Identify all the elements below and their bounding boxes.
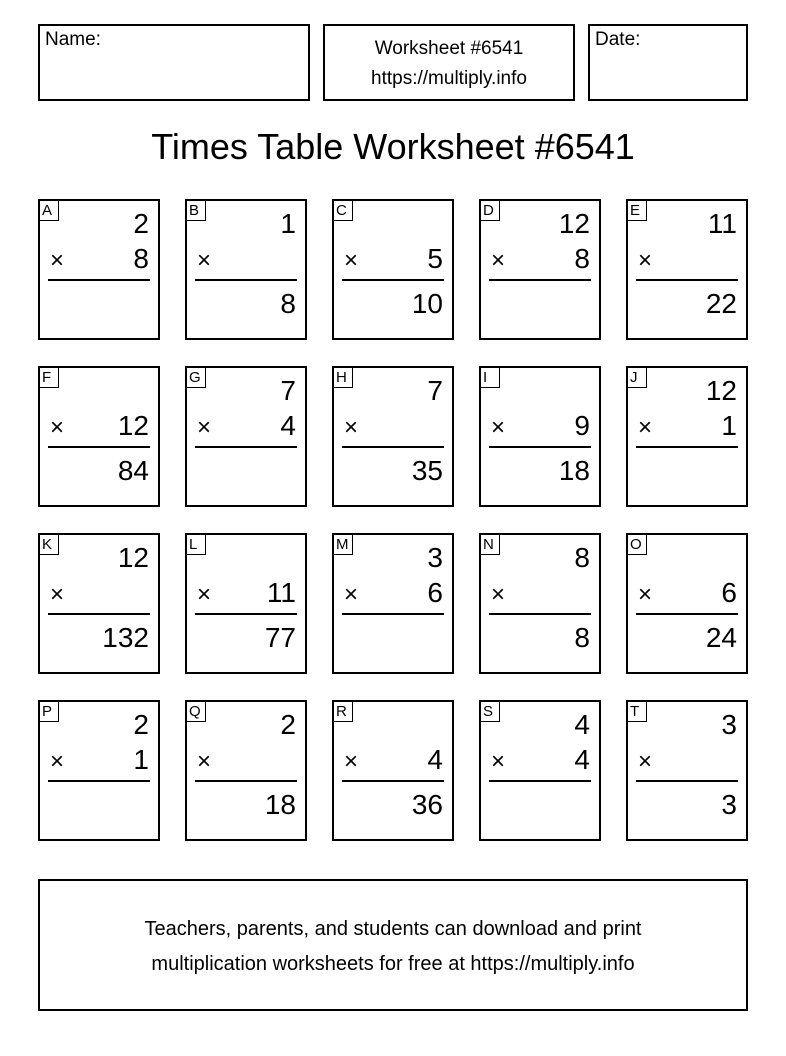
top-factor: 12 [117,542,149,573]
answer-value: 35 [411,455,443,486]
problem-label: J [628,368,647,388]
bottom-factor: 11 [266,577,296,608]
answer-value: 18 [558,455,590,486]
problem-d [479,199,601,340]
answer-value: 18 [264,789,296,820]
answer-line [342,279,444,281]
times-sign: × [197,247,212,274]
top-factor: 8 [574,542,590,573]
site-url: https://multiply.info [371,68,527,89]
problem-label: B [187,201,206,221]
bottom-factor: 8 [133,243,149,274]
problem-c [332,199,454,340]
bottom-factor: 4 [280,410,296,441]
problem-label: R [334,702,353,722]
times-sign: × [50,581,65,608]
times-sign: × [344,581,359,608]
bottom-factor: 4 [574,744,590,775]
times-sign: × [344,414,359,441]
problem-label: O [628,535,647,555]
worksheet-id: Worksheet #6541 [374,38,524,59]
problem-r [332,700,454,841]
times-sign: × [491,581,506,608]
problem-label: S [481,702,500,722]
answer-line [195,613,297,615]
answer-value: 22 [705,288,737,319]
problem-f [38,366,160,507]
answer-value: 3 [721,789,737,820]
top-factor: 12 [558,208,590,239]
answer-line [342,613,444,615]
times-sign: × [50,247,65,274]
answer-line [489,613,591,615]
answer-line [342,780,444,782]
answer-line [636,613,738,615]
problem-label: Q [187,702,206,722]
problem-label: G [187,368,206,388]
page-title: Times Table Worksheet #6541 [151,126,635,167]
times-sign: × [638,247,653,274]
times-sign: × [638,581,653,608]
problem-label: M [334,535,353,555]
times-sign: × [491,414,506,441]
answer-value: 10 [411,288,443,319]
problem-q [185,700,307,841]
answer-value: 24 [705,622,737,653]
problem-label: I [481,368,500,388]
problem-i [479,366,601,507]
answer-value: 36 [411,789,443,820]
times-sign: × [491,247,506,274]
bottom-factor: 4 [427,744,443,775]
bottom-factor: 8 [574,243,590,274]
problem-label: P [40,702,59,722]
answer-value: 84 [117,455,149,486]
problem-label: D [481,201,500,221]
answer-line [195,446,297,448]
bottom-factor: 9 [574,410,590,441]
times-sign: × [638,748,653,775]
problem-n [479,533,601,674]
bottom-factor: 6 [427,577,443,608]
top-factor: 7 [280,375,296,406]
times-sign: × [197,581,212,608]
answer-line [48,613,150,615]
bottom-factor: 6 [721,577,737,608]
answer-line [636,446,738,448]
answer-value: 8 [574,622,590,653]
times-sign: × [50,748,65,775]
footer-line-1: Teachers, parents, and students can download and print [144,918,642,940]
top-factor: 2 [133,208,149,239]
answer-line [489,279,591,281]
answer-line [489,446,591,448]
date-label: Date: [595,29,641,50]
times-sign: × [50,414,65,441]
footer-box [38,879,748,1011]
top-factor: 12 [705,375,737,406]
name-label: Name: [45,29,101,50]
answer-line [489,780,591,782]
answer-value: 77 [264,622,296,653]
problem-label: A [40,201,59,221]
problem-o [626,533,748,674]
bottom-factor: 1 [721,410,737,441]
problem-label: T [628,702,647,722]
top-factor: 2 [133,709,149,740]
top-factor: 3 [427,542,443,573]
answer-line [195,279,297,281]
problem-l [185,533,307,674]
answer-line [48,780,150,782]
problem-label: H [334,368,353,388]
problem-e [626,199,748,340]
problem-label: F [40,368,59,388]
problem-j [626,366,748,507]
top-factor: 4 [574,709,590,740]
times-sign: × [344,748,359,775]
answer-line [636,279,738,281]
times-sign: × [491,748,506,775]
answer-line [636,780,738,782]
problem-h [332,366,454,507]
footer-line-2: multiplication worksheets for free at https://multiply.info [151,953,635,975]
problem-b [185,199,307,340]
top-factor: 3 [721,709,737,740]
problem-p [38,700,160,841]
problem-label: K [40,535,59,555]
problem-label: L [187,535,206,555]
answer-line [48,279,150,281]
problem-label: C [334,201,353,221]
problem-label: E [628,201,647,221]
times-sign: × [344,247,359,274]
top-factor: 7 [427,375,443,406]
answer-line [48,446,150,448]
answer-line [195,780,297,782]
bottom-factor: 1 [133,744,149,775]
top-factor: 1 [280,208,296,239]
problem-m [332,533,454,674]
problem-k [38,533,160,674]
bottom-factor: 5 [427,243,443,274]
times-sign: × [197,748,212,775]
top-factor: 11 [707,208,737,239]
problem-label: N [481,535,500,555]
times-sign: × [197,414,212,441]
answer-value: 8 [280,288,296,319]
problem-a [38,199,160,340]
problem-s [479,700,601,841]
bottom-factor: 12 [117,410,149,441]
problem-g [185,366,307,507]
answer-line [342,446,444,448]
times-sign: × [638,414,653,441]
answer-value: 132 [102,622,149,653]
problem-t [626,700,748,841]
top-factor: 2 [280,709,296,740]
